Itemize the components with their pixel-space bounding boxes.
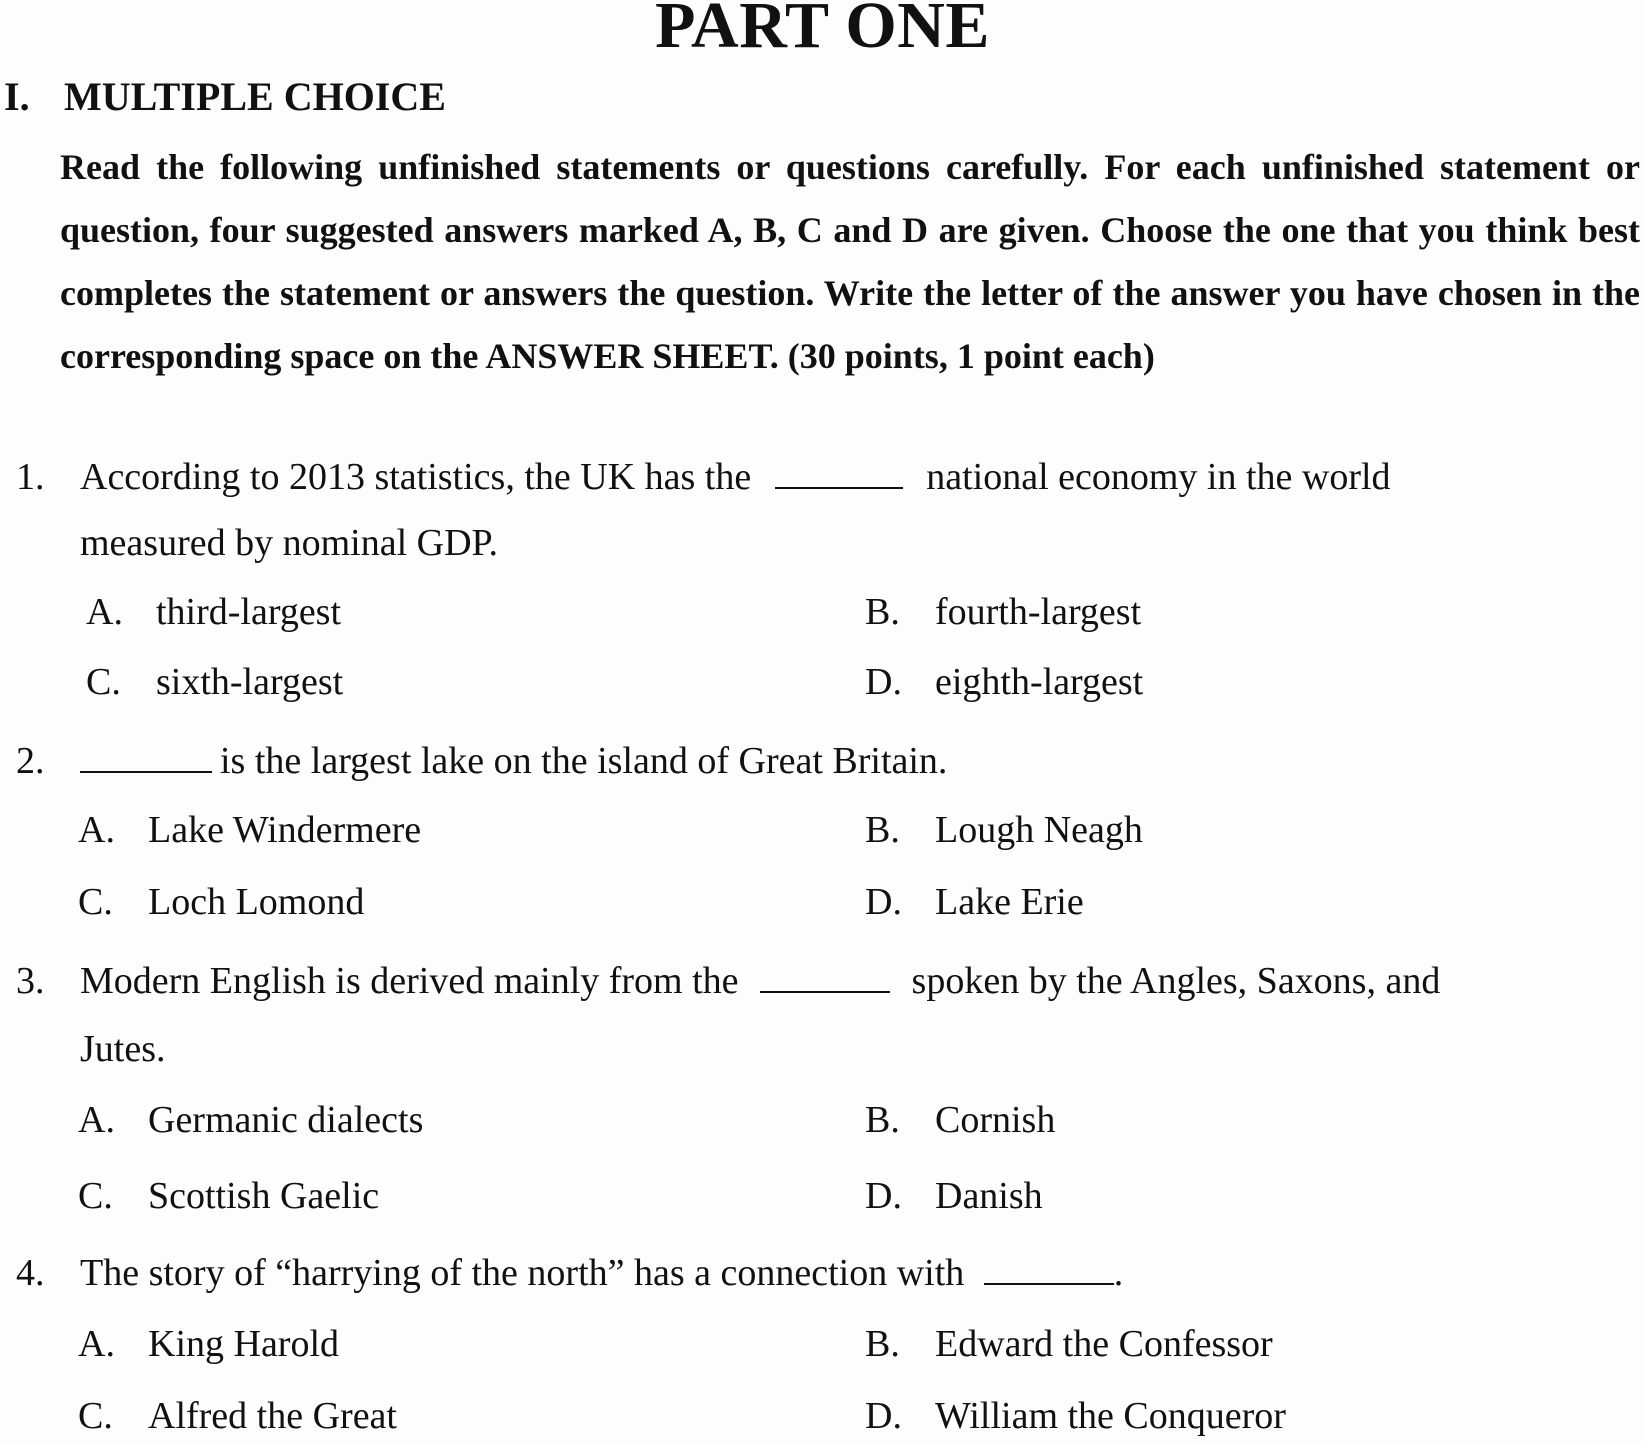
question-text-after: is the largest lake on the island of Great Britain.	[220, 740, 948, 782]
option-d: D. Danish	[865, 1175, 1043, 1217]
option-b: B. Cornish	[865, 1099, 1056, 1141]
option-c: C. sixth-largest	[86, 661, 344, 703]
question-text-after: spoken by the Angles, Saxons, and	[911, 960, 1441, 1002]
section-number: I.	[4, 74, 30, 119]
answer-blank	[80, 741, 212, 773]
instructions: Read the following unfinished statements or questions carefully. For each unfinished statement or question, four suggested answers marked A, B, C and D are given. Choose the one that you think best completes the statement or answers the question. Write the letter of the answer you have chosen in the corresponding space on the ANSWER SHEET. (30 points, 1 point each)	[60, 147, 1640, 376]
question-stem-continued: Jutes.	[80, 1028, 166, 1070]
option-b: B. fourth-largest	[865, 591, 1142, 633]
option-d: D. eighth-largest	[865, 661, 1144, 703]
question-text-before: The story of “harrying of the north” has a connection with	[80, 1252, 965, 1294]
question-stem-continued: measured by nominal GDP.	[80, 522, 498, 564]
page-title: PART ONE	[655, 0, 990, 62]
answer-blank	[760, 961, 890, 993]
option-a: A. third-largest	[86, 591, 342, 633]
question-text-before: Modern English is derived mainly from the	[80, 960, 739, 1002]
question-text-before: According to 2013 statistics, the UK has the	[80, 456, 752, 498]
question-stem	[16, 444, 1640, 510]
option-a: A. Lake Windermere	[78, 809, 422, 851]
option-c: C. Loch Lomond	[78, 881, 365, 923]
answer-blank	[984, 1253, 1114, 1285]
question-stem	[16, 728, 1640, 794]
question-stem	[16, 948, 1640, 1014]
option-c: C. Alfred the Great	[78, 1395, 397, 1437]
question-text-after: national economy in the world	[926, 456, 1391, 498]
question-number: 2.	[16, 740, 45, 782]
section-heading	[4, 72, 446, 122]
question-number: 4.	[16, 1252, 45, 1294]
question-number: 1.	[16, 456, 45, 498]
option-a: A. King Harold	[78, 1323, 340, 1365]
option-b: B. Edward the Confessor	[865, 1323, 1273, 1365]
question-stem	[16, 1240, 1640, 1306]
question-number: 3.	[16, 960, 45, 1002]
option-b: B. Lough Neagh	[865, 809, 1143, 851]
option-a: A. Germanic dialects	[78, 1099, 424, 1141]
section-title: MULTIPLE CHOICE	[64, 74, 446, 119]
option-d: D. William the Conqueror	[865, 1395, 1286, 1437]
question-text-after: .	[1113, 1252, 1124, 1294]
answer-blank	[775, 457, 903, 489]
option-d: D. Lake Erie	[865, 881, 1084, 923]
option-c: C. Scottish Gaelic	[78, 1175, 380, 1217]
